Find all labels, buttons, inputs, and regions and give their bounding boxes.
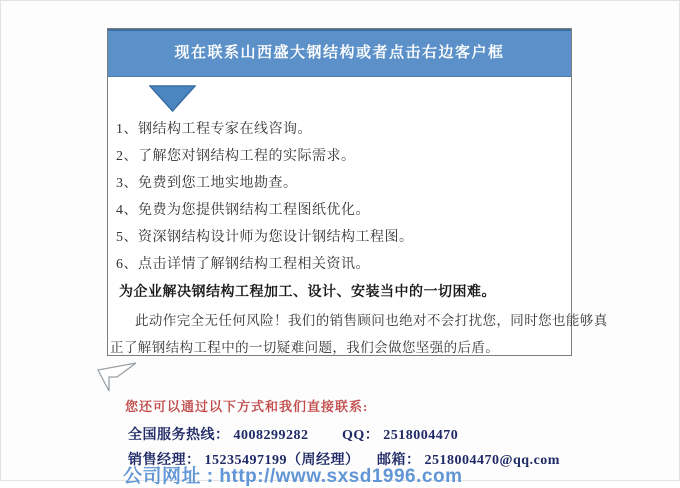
promo-box (107, 28, 608, 356)
corner-flag-icon (96, 361, 138, 394)
list-item: 6、点击详情了解钢结构工程相关资讯。 (116, 257, 370, 272)
sales-manager-phone: 15235497199（周经理） (204, 453, 360, 468)
list-item: 2、了解您对钢结构工程的实际需求。 (116, 149, 356, 164)
list-item: 1、钢结构工程专家在线咨询。 (116, 122, 312, 137)
down-arrow-icon (149, 85, 196, 112)
highlight-statement: 为企业解决钢结构工程加工、设计、安装当中的一切困难。 (119, 285, 496, 300)
qq-label: QQ： (342, 428, 380, 443)
list-item: 5、资深钢结构设计师为您设计钢结构工程图。 (116, 230, 414, 245)
hotline-number: 4008299282 (233, 428, 309, 443)
reassurance-paragraph-line2: 正了解钢结构工程中的一切疑难问题，我们会做您坚强的后盾。 (110, 340, 500, 355)
promo-content (108, 122, 608, 355)
list-item: 4、免费为您提供钢结构工程图纸优化。 (116, 203, 370, 218)
email-label: 邮箱： (377, 453, 421, 468)
website-label: 公司网址 : (123, 466, 220, 487)
website-link[interactable]: http://www.sxsd1996.com (219, 466, 463, 487)
promo-header: 现在联系山西盛大钢结构或者点击右边客户框 (108, 29, 571, 77)
hotline-row (128, 424, 309, 444)
list-item: 3、免费到您工地实地勘查。 (116, 176, 298, 191)
email-address: 2518004470@qq.com (424, 453, 560, 468)
sales-manager-label: 销售经理： (128, 453, 201, 468)
qq-number: 2518004470 (383, 428, 459, 443)
reassurance-paragraph-line1: 此动作完全无任何风险！我们的销售顾问也绝对不会打扰您，同时您也能够真 (135, 313, 608, 328)
website-row (123, 461, 462, 488)
qq-row (342, 424, 458, 444)
hotline-label: 全国服务热线： (128, 428, 230, 443)
contact-intro-text: 您还可以通过以下方式和我们直接联系: (125, 399, 369, 414)
